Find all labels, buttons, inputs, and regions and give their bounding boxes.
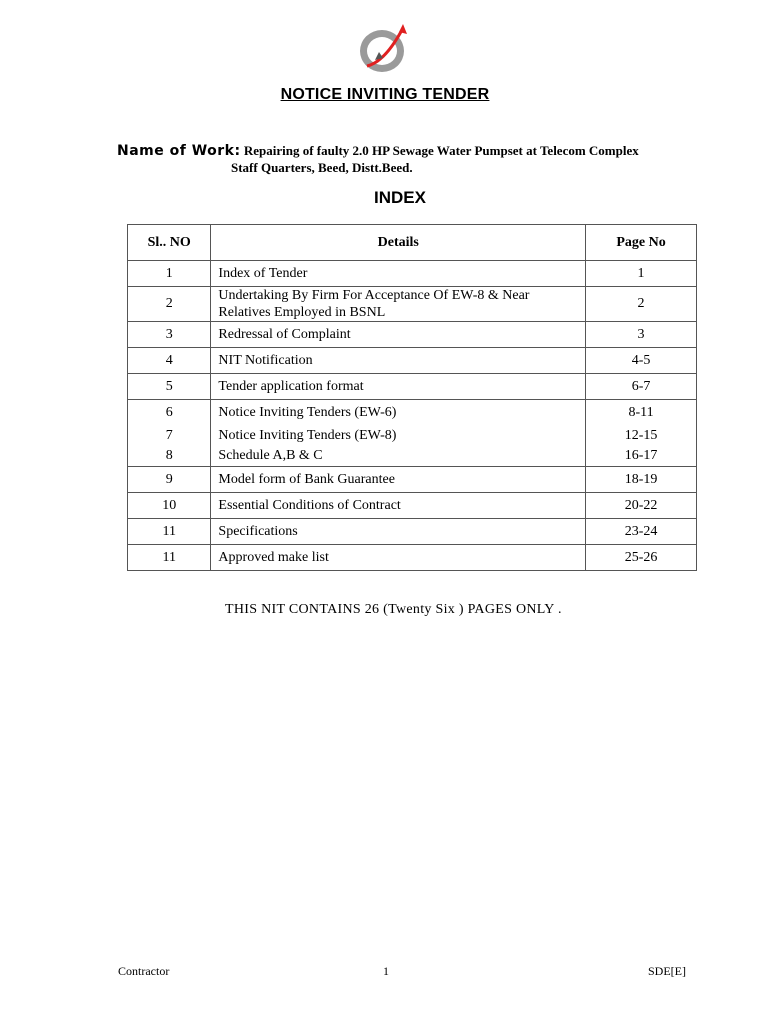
table-row [128, 400, 697, 427]
table-row [128, 322, 697, 348]
cell-details-line2: Relatives Employed in BSNL [218, 305, 386, 320]
cell-details: Notice Inviting Tenders (EW-8) [211, 426, 586, 446]
cell-details: Specifications [211, 519, 586, 545]
name-of-work-label: Name of Work: [117, 143, 241, 159]
bsnl-logo [355, 22, 413, 76]
cell-page: 2 [586, 287, 697, 322]
cell-page: 6-7 [586, 374, 697, 400]
footer-sde: SDE[E] [648, 964, 686, 978]
table-row [128, 493, 697, 519]
index-table [127, 224, 697, 571]
table-row [128, 287, 697, 322]
cell-details [211, 287, 586, 322]
cell-sl: 11 [128, 519, 211, 545]
cell-sl: 5 [128, 374, 211, 400]
cell-sl: 8 [128, 446, 211, 467]
cell-page: 16-17 [586, 446, 697, 467]
table-row [128, 426, 697, 446]
cell-details: Index of Tender [211, 261, 586, 287]
cell-details-line1: Undertaking By Firm For Acceptance Of EW-8 & Near [218, 288, 530, 303]
cell-page: 1 [586, 261, 697, 287]
header-sl-no: Sl.. NO [128, 225, 211, 261]
cell-sl: 10 [128, 493, 211, 519]
cell-page: 3 [586, 322, 697, 348]
index-heading: INDEX [374, 188, 426, 207]
cell-page: 4-5 [586, 348, 697, 374]
table-row [128, 545, 697, 571]
footer-page-number: 1 [383, 964, 389, 978]
page-count-note: THIS NIT CONTAINS 26 (Twenty Six ) PAGES ONLY . [225, 602, 562, 617]
cell-details: Model form of Bank Guarantee [211, 467, 586, 493]
cell-details: Tender application format [211, 374, 586, 400]
cell-page: 18-19 [586, 467, 697, 493]
cell-details: NIT Notification [211, 348, 586, 374]
table-row [128, 374, 697, 400]
page-title: NOTICE INVITING TENDER [280, 86, 490, 103]
cell-details: Redressal of Complaint [211, 322, 586, 348]
cell-page: 23-24 [586, 519, 697, 545]
table-row [128, 261, 697, 287]
table-row [128, 467, 697, 493]
cell-sl: 6 [128, 400, 211, 427]
cell-details: Notice Inviting Tenders (EW-6) [211, 400, 586, 427]
cell-page: 20-22 [586, 493, 697, 519]
footer-contractor: Contractor [118, 964, 170, 978]
name-of-work-line1: Repairing of faulty 2.0 HP Sewage Water Pumpset at Telecom Complex [243, 143, 639, 158]
cell-page: 8-11 [586, 400, 697, 427]
cell-page: 25-26 [586, 545, 697, 571]
cell-sl: 7 [128, 426, 211, 446]
cell-details: Schedule A,B & C [211, 446, 586, 467]
cell-sl: 2 [128, 287, 211, 322]
name-of-work [117, 142, 727, 175]
table-header-row [128, 225, 697, 261]
table-row [128, 519, 697, 545]
cell-sl: 4 [128, 348, 211, 374]
table-row [128, 446, 697, 467]
header-details: Details [211, 225, 586, 261]
table-row [128, 348, 697, 374]
cell-sl: 9 [128, 467, 211, 493]
cell-details: Approved make list [211, 545, 586, 571]
cell-sl: 1 [128, 261, 211, 287]
cell-page: 12-15 [586, 426, 697, 446]
header-page-no: Page No [586, 225, 697, 261]
cell-details: Essential Conditions of Contract [211, 493, 586, 519]
cell-sl: 11 [128, 545, 211, 571]
name-of-work-line2: Staff Quarters, Beed, Distt.Beed. [231, 160, 413, 175]
cell-sl: 3 [128, 322, 211, 348]
